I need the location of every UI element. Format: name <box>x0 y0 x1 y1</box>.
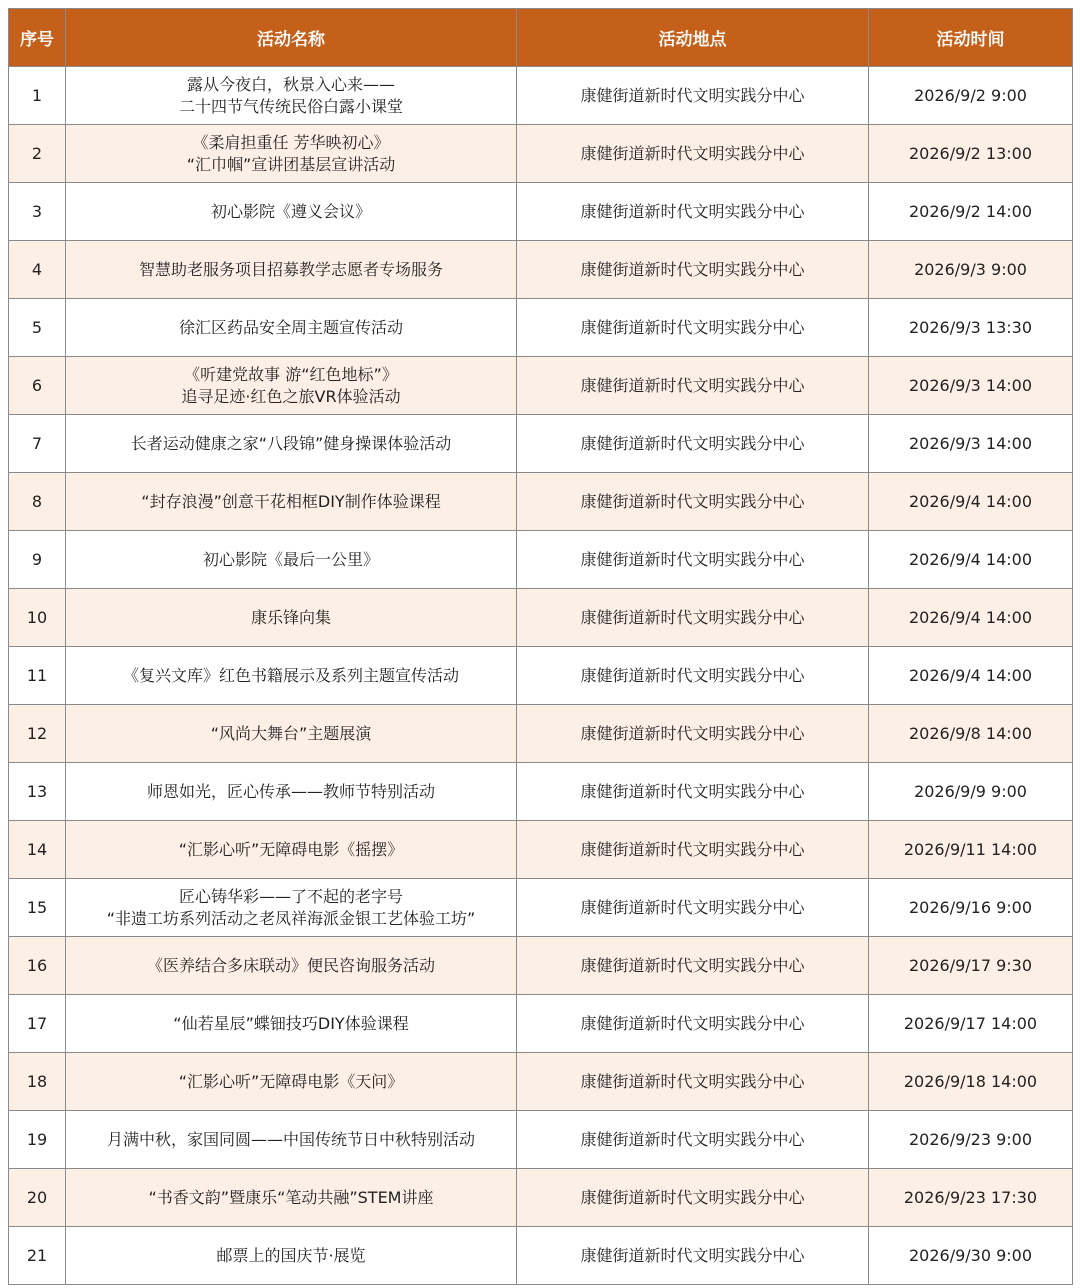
activity-name-line: 二十四节气传统民俗白露小课堂 <box>178 96 403 116</box>
cell-activity-place: 康健街道新时代文明实践分中心 <box>517 1227 869 1285</box>
cell-index: 6 <box>9 357 66 415</box>
table-row <box>9 589 1073 647</box>
table-row <box>9 1227 1073 1285</box>
cell-activity-name <box>66 1169 517 1227</box>
cell-activity-place: 康健街道新时代文明实践分中心 <box>517 937 869 995</box>
cell-activity-place: 康健街道新时代文明实践分中心 <box>517 183 869 241</box>
cell-activity-time: 2026/9/4 14:00 <box>869 589 1073 647</box>
cell-index: 11 <box>9 647 66 705</box>
table-row <box>9 67 1073 125</box>
activity-name-line: 邮票上的国庆节·展览 <box>216 1245 366 1265</box>
cell-activity-name <box>66 531 517 589</box>
cell-activity-time: 2026/9/8 14:00 <box>869 705 1073 763</box>
cell-activity-place: 康健街道新时代文明实践分中心 <box>517 821 869 879</box>
cell-activity-name <box>66 1053 517 1111</box>
cell-index: 20 <box>9 1169 66 1227</box>
cell-activity-name <box>66 995 517 1053</box>
activity-name-line: “风尚大舞台”主题展演 <box>210 723 372 743</box>
cell-activity-place: 康健街道新时代文明实践分中心 <box>517 1111 869 1169</box>
cell-activity-time: 2026/9/17 14:00 <box>869 995 1073 1053</box>
table-row <box>9 357 1073 415</box>
table-row <box>9 879 1073 937</box>
cell-activity-name <box>66 241 517 299</box>
activity-name-line: 追寻足迹·红色之旅VR体验活动 <box>181 386 401 406</box>
cell-activity-place: 康健街道新时代文明实践分中心 <box>517 125 869 183</box>
cell-activity-place: 康健街道新时代文明实践分中心 <box>517 299 869 357</box>
activity-name-line: 师恩如光，匠心传承——教师节特别活动 <box>146 781 435 801</box>
cell-activity-name <box>66 937 517 995</box>
cell-activity-time: 2026/9/3 9:00 <box>869 241 1073 299</box>
table-row <box>9 705 1073 763</box>
table-row <box>9 821 1073 879</box>
cell-activity-name <box>66 473 517 531</box>
cell-index: 9 <box>9 531 66 589</box>
cell-activity-time: 2026/9/17 9:30 <box>869 937 1073 995</box>
cell-activity-time: 2026/9/3 14:00 <box>869 415 1073 473</box>
activity-name-line: “汇影心听”无障碍电影《摇摆》 <box>178 839 404 859</box>
table-row <box>9 125 1073 183</box>
cell-activity-name <box>66 589 517 647</box>
cell-activity-time: 2026/9/9 9:00 <box>869 763 1073 821</box>
activity-table <box>8 8 1073 1285</box>
cell-activity-place: 康健街道新时代文明实践分中心 <box>517 763 869 821</box>
activity-name-line: “仙若星辰”蝶钿技巧DIY体验课程 <box>173 1013 409 1033</box>
cell-activity-name <box>66 1111 517 1169</box>
cell-activity-place: 康健街道新时代文明实践分中心 <box>517 1169 869 1227</box>
cell-index: 17 <box>9 995 66 1053</box>
cell-activity-place: 康健街道新时代文明实践分中心 <box>517 473 869 531</box>
activity-name-line: 露从今夜白，秋景入心来—— <box>186 74 395 94</box>
cell-activity-place: 康健街道新时代文明实践分中心 <box>517 415 869 473</box>
table-body <box>9 67 1073 1285</box>
cell-activity-time: 2026/9/16 9:00 <box>869 879 1073 937</box>
cell-activity-name <box>66 705 517 763</box>
cell-index: 14 <box>9 821 66 879</box>
header-activity-place: 活动地点 <box>517 9 869 67</box>
cell-index: 19 <box>9 1111 66 1169</box>
cell-activity-place: 康健街道新时代文明实践分中心 <box>517 357 869 415</box>
activity-name-line: 匠心铸华彩——了不起的老字号 <box>178 886 403 906</box>
cell-activity-time: 2026/9/2 13:00 <box>869 125 1073 183</box>
activity-name-line: 《柔肩担重任 芳华映初心》 <box>192 132 390 152</box>
cell-activity-time: 2026/9/4 14:00 <box>869 473 1073 531</box>
header-index: 序号 <box>9 9 66 67</box>
cell-activity-place: 康健街道新时代文明实践分中心 <box>517 705 869 763</box>
cell-activity-place: 康健街道新时代文明实践分中心 <box>517 589 869 647</box>
header-activity-name: 活动名称 <box>66 9 517 67</box>
cell-activity-name <box>66 183 517 241</box>
cell-index: 15 <box>9 879 66 937</box>
cell-index: 2 <box>9 125 66 183</box>
cell-index: 16 <box>9 937 66 995</box>
table-row <box>9 647 1073 705</box>
header-activity-time: 活动时间 <box>869 9 1073 67</box>
cell-activity-name <box>66 415 517 473</box>
cell-index: 3 <box>9 183 66 241</box>
cell-activity-time: 2026/9/18 14:00 <box>869 1053 1073 1111</box>
activity-name-line: 《医养结合多床联动》便民咨询服务活动 <box>146 955 435 975</box>
cell-activity-name <box>66 125 517 183</box>
table-row <box>9 183 1073 241</box>
table-row <box>9 241 1073 299</box>
cell-activity-time: 2026/9/2 9:00 <box>869 67 1073 125</box>
table-row <box>9 299 1073 357</box>
cell-activity-place: 康健街道新时代文明实践分中心 <box>517 241 869 299</box>
cell-activity-place: 康健街道新时代文明实践分中心 <box>517 1053 869 1111</box>
cell-activity-time: 2026/9/3 13:30 <box>869 299 1073 357</box>
cell-index: 1 <box>9 67 66 125</box>
activity-name-line: “汇巾帼”宣讲团基层宣讲活动 <box>186 154 396 174</box>
activity-name-line: 《复兴文库》红色书籍展示及系列主题宣传活动 <box>122 665 459 685</box>
cell-activity-time: 2026/9/11 14:00 <box>869 821 1073 879</box>
cell-activity-time: 2026/9/4 14:00 <box>869 647 1073 705</box>
table-row <box>9 531 1073 589</box>
table-row <box>9 1053 1073 1111</box>
table-row <box>9 473 1073 531</box>
activity-schedule <box>8 8 1073 1285</box>
activity-name-line: 月满中秋，家国同圆——中国传统节日中秋特别活动 <box>106 1129 475 1149</box>
cell-activity-name <box>66 879 517 937</box>
table-row <box>9 1111 1073 1169</box>
activity-name-line: 初心影院《遵义会议》 <box>210 201 371 221</box>
cell-activity-place: 康健街道新时代文明实践分中心 <box>517 67 869 125</box>
activity-name-line: 徐汇区药品安全周主题宣传活动 <box>178 317 403 337</box>
cell-activity-place: 康健街道新时代文明实践分中心 <box>517 995 869 1053</box>
activity-name-line: 初心影院《最后一公里》 <box>202 549 379 569</box>
cell-activity-time: 2026/9/3 14:00 <box>869 357 1073 415</box>
table-row <box>9 937 1073 995</box>
table-row <box>9 763 1073 821</box>
cell-activity-name <box>66 763 517 821</box>
activity-name-line: “汇影心听”无障碍电影《天问》 <box>178 1071 404 1091</box>
cell-activity-name <box>66 821 517 879</box>
cell-activity-time: 2026/9/23 9:00 <box>869 1111 1073 1169</box>
cell-index: 10 <box>9 589 66 647</box>
cell-index: 21 <box>9 1227 66 1285</box>
cell-activity-name <box>66 299 517 357</box>
cell-activity-time: 2026/9/23 17:30 <box>869 1169 1073 1227</box>
cell-index: 5 <box>9 299 66 357</box>
activity-name-line: “非遗工坊系列活动之老凤祥海派金银工艺体验工坊” <box>106 908 476 928</box>
activity-name-line: “封存浪漫”创意干花相框DIY制作体验课程 <box>141 491 441 511</box>
activity-name-line: 《听建党故事 游“红色地标”》 <box>184 364 398 384</box>
cell-index: 8 <box>9 473 66 531</box>
table-row <box>9 995 1073 1053</box>
activity-name-line: 康乐锋向集 <box>250 607 331 627</box>
activity-name-line: 长者运动健康之家“八段锦”健身操课体验活动 <box>130 433 452 453</box>
cell-activity-place: 康健街道新时代文明实践分中心 <box>517 879 869 937</box>
table-row <box>9 1169 1073 1227</box>
cell-activity-place: 康健街道新时代文明实践分中心 <box>517 531 869 589</box>
cell-activity-time: 2026/9/4 14:00 <box>869 531 1073 589</box>
cell-activity-name <box>66 67 517 125</box>
table-header-row <box>9 9 1073 67</box>
cell-activity-time: 2026/9/2 14:00 <box>869 183 1073 241</box>
cell-activity-name <box>66 1227 517 1285</box>
cell-index: 18 <box>9 1053 66 1111</box>
cell-activity-name <box>66 357 517 415</box>
activity-name-line: “书香文韵”暨康乐“笔动共融”STEM讲座 <box>148 1187 434 1207</box>
cell-index: 4 <box>9 241 66 299</box>
activity-name-line: 智慧助老服务项目招募教学志愿者专场服务 <box>138 259 443 279</box>
cell-activity-name <box>66 647 517 705</box>
table-row <box>9 415 1073 473</box>
cell-index: 7 <box>9 415 66 473</box>
cell-activity-time: 2026/9/30 9:00 <box>869 1227 1073 1285</box>
cell-index: 12 <box>9 705 66 763</box>
cell-index: 13 <box>9 763 66 821</box>
cell-activity-place: 康健街道新时代文明实践分中心 <box>517 647 869 705</box>
